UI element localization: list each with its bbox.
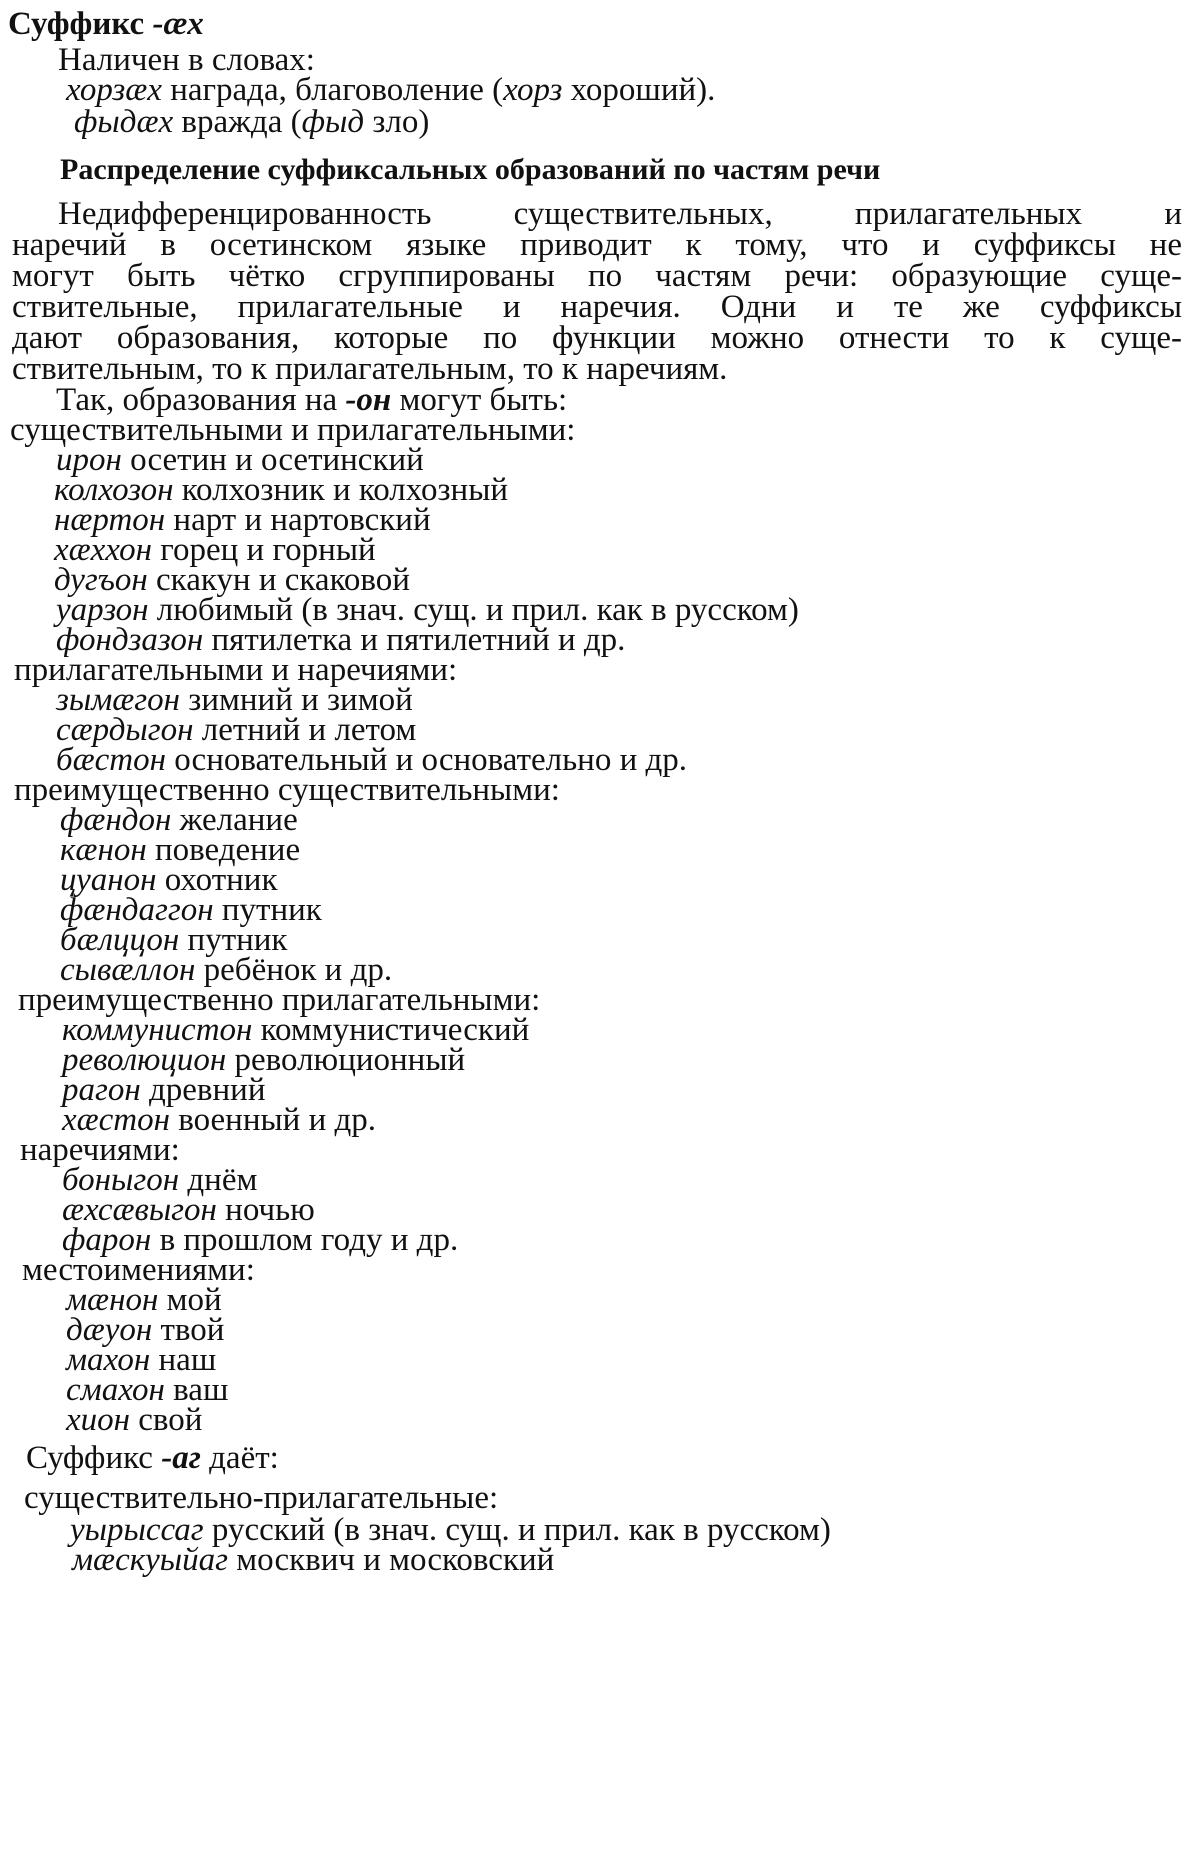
item-word: æхсæвыгон (62, 1192, 217, 1228)
item-word: бæлццон (60, 922, 180, 958)
item-gloss: желание (179, 802, 298, 838)
lead-pre: Так, образования на (56, 382, 338, 418)
item-gloss: коммунистический (260, 1012, 530, 1048)
paragraph-line: могут быть чётко сгруппированы по частям речи: образующие суще- (12, 258, 1182, 294)
item-word: рагон (62, 1072, 141, 1108)
item-word: хæххон (54, 532, 153, 568)
item-gloss: русский (в знач. сущ. и прил. как в русском) (211, 1512, 831, 1548)
group-label: преимущественно существительными: (14, 772, 560, 808)
item-word: колхозон (54, 472, 174, 508)
item-word: уырыссаг (70, 1512, 204, 1548)
item-gloss: днём (187, 1162, 258, 1198)
item-gloss: твой (160, 1312, 225, 1348)
item-word: цуанон (60, 862, 157, 898)
suffix-intro: Наличен в словах: (58, 42, 315, 78)
paragraph (12, 196, 1182, 387)
item-gloss: ночью (225, 1192, 315, 1228)
list-item (66, 1402, 202, 1438)
example-word: хорзæх (66, 72, 162, 108)
item-gloss: мой (166, 1282, 222, 1318)
item-word: ирон (56, 442, 122, 478)
item-word: мæнон (66, 1282, 159, 1318)
item-word: мæскуыйаг (72, 1542, 229, 1578)
example-ref: хорз (503, 72, 563, 108)
group-label: наречиями: (20, 1132, 180, 1168)
item-word: зымæгон (56, 682, 181, 718)
item-gloss: нарт и нартовский (173, 502, 431, 538)
example-gloss: вражда ( (181, 104, 302, 140)
item-gloss: в прошлом году и др. (159, 1222, 459, 1258)
item-gloss: охотник (164, 862, 278, 898)
item-word: бæстон (56, 742, 166, 778)
example-word: фыдæх (74, 104, 174, 140)
lead-suffix: -аг (161, 1440, 201, 1476)
item-gloss: свой (138, 1402, 203, 1438)
item-word: фæндон (60, 802, 172, 838)
paragraph-line: ствительным, то к прилагательным, то к наречиям. (12, 351, 728, 387)
item-word: сывæллон (60, 952, 196, 988)
item-gloss: наш (158, 1342, 217, 1378)
item-gloss: пятилетка и пятилетний и др. (211, 622, 626, 658)
item-word: нæртон (54, 502, 166, 538)
example-line (74, 104, 429, 140)
item-word: дæуон (66, 1312, 153, 1348)
item-gloss: осетин и осетинский (130, 442, 424, 478)
paragraph-line: дают образования, которые по функции можно отнести то к суще- (12, 320, 1182, 356)
lead-pre: Суффикс (26, 1440, 153, 1476)
suffix-heading-suffix: -æх (152, 6, 204, 42)
item-word: коммунистон (62, 1012, 253, 1048)
item-gloss: путник (221, 892, 322, 928)
item-word: фондзазон (56, 622, 204, 658)
item-gloss: колхозник и колхозный (181, 472, 509, 508)
item-gloss: москвич и московский (236, 1542, 555, 1578)
example-tail: хороший). (570, 72, 716, 108)
example-gloss: награда, благоволение ( (170, 72, 504, 108)
example-tail: зло) (372, 104, 430, 140)
item-word: кæнон (60, 832, 147, 868)
suffix-heading-prefix: Суффикс (8, 6, 145, 42)
paragraph-line: ствительные, прилагательные и наречия. Одни и те же суффиксы (12, 289, 1182, 325)
item-gloss: горец и горный (160, 532, 376, 568)
item-gloss: военный и др. (178, 1102, 377, 1138)
lead-post: могут быть: (399, 382, 568, 418)
item-gloss: ваш (173, 1372, 229, 1408)
item-word: боныгон (62, 1162, 180, 1198)
item-word: смахон (66, 1372, 165, 1408)
item-word: хæстон (62, 1102, 171, 1138)
item-gloss: древний (149, 1072, 266, 1108)
item-word: дугъон (54, 562, 148, 598)
group-label: местоимениями: (22, 1252, 255, 1288)
item-word: фæндаггон (60, 892, 214, 928)
item-word: фарон (62, 1222, 152, 1258)
group-label: прилагательными и наречиями: (14, 652, 458, 688)
lead-suffix: -он (345, 382, 392, 418)
item-word: сæрдыгон (56, 712, 194, 748)
item-word: уарзон (56, 592, 149, 628)
section-heading: Распределение суффиксальных образований по частям речи (60, 153, 881, 186)
group-label: существительно-прилагательные: (24, 1480, 499, 1516)
paragraph-line: Недифференцированность существительных, прилагательных и (58, 196, 1182, 232)
item-gloss: летний и летом (201, 712, 417, 748)
example-line (66, 72, 715, 108)
item-word: революцион (62, 1042, 227, 1078)
item-gloss: скакун и скаковой (156, 562, 410, 598)
group-label: преимущественно прилагательными: (18, 982, 541, 1018)
item-gloss: любимый (в знач. сущ. и прил. как в русском) (156, 592, 799, 628)
item-gloss: поведение (154, 832, 301, 868)
item-gloss: путник (187, 922, 288, 958)
item-gloss: зимний и зимой (188, 682, 413, 718)
item-gloss: ребёнок и др. (203, 952, 393, 988)
item-word: махон (66, 1342, 151, 1378)
item-gloss: основательный и основательно и др. (174, 742, 688, 778)
paragraph-line: наречий в осетинском языке приводит к тому, что и суффиксы не (12, 227, 1182, 263)
group-label: существительными и прилагательными: (10, 412, 576, 448)
lead-post: даёт: (209, 1440, 279, 1476)
list-item (72, 1542, 554, 1578)
suffix-heading (8, 6, 204, 42)
example-ref: фыд (301, 104, 365, 140)
item-gloss: революционный (234, 1042, 466, 1078)
suffix-ag-lead (26, 1440, 279, 1476)
item-word: хион (66, 1402, 131, 1438)
